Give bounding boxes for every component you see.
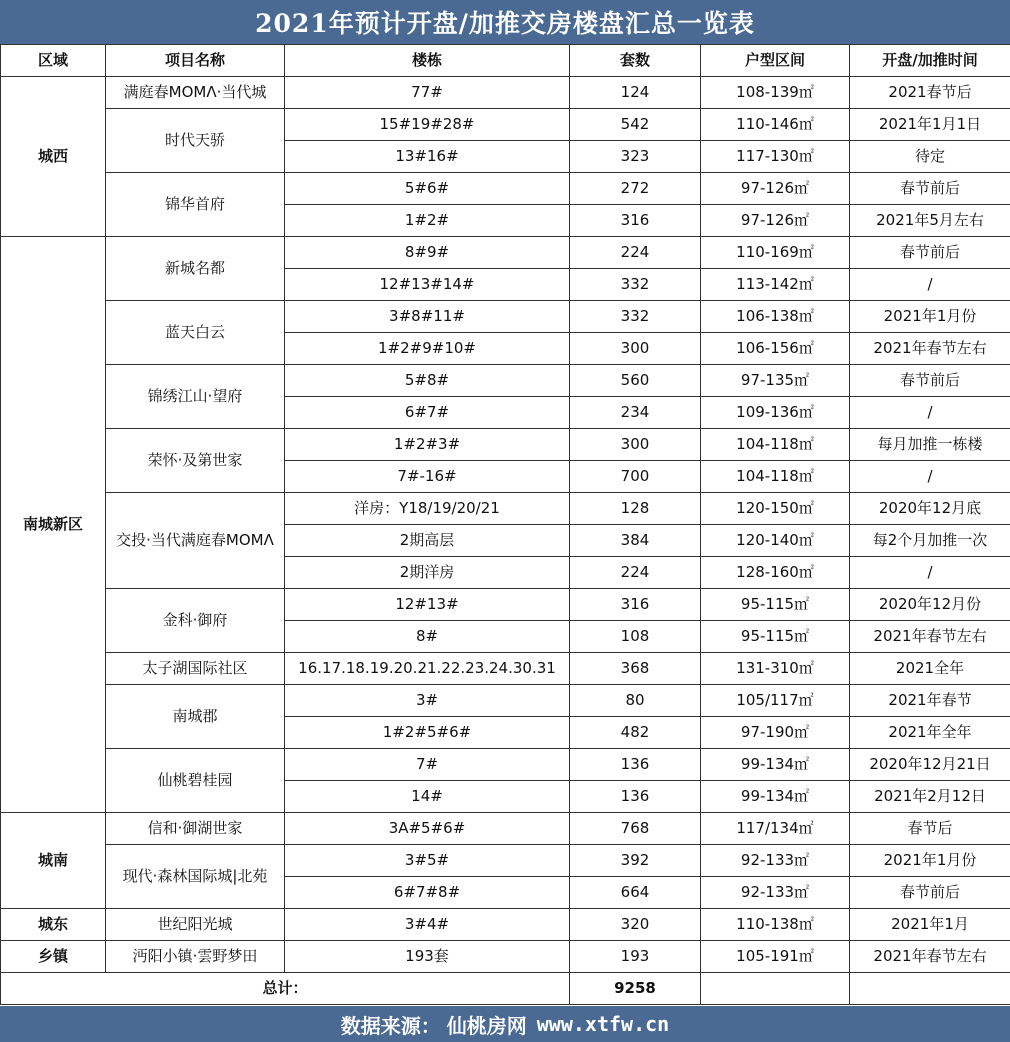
open-time-cell: 春节前后: [850, 173, 1010, 205]
table-row: [1, 589, 1010, 621]
area-range-cell: 110-138㎡: [701, 909, 850, 941]
region-cell: 乡镇: [1, 941, 106, 973]
building-cell: 12#13#: [285, 589, 570, 621]
building-cell: 193套: [285, 941, 570, 973]
open-time-cell: 2021年春节左右: [850, 333, 1010, 365]
table-row: [1, 653, 1010, 685]
open-time-cell: 2021年春节左右: [850, 621, 1010, 653]
units-cell: 392: [570, 845, 701, 877]
area-range-cell: 110-169㎡: [701, 237, 850, 269]
table-row: [1, 845, 1010, 877]
units-cell: 384: [570, 525, 701, 557]
area-range-cell: 104-118㎡: [701, 461, 850, 493]
open-time-cell: 2021年1月份: [850, 301, 1010, 333]
building-cell: 3#8#11#: [285, 301, 570, 333]
area-range-cell: 131-310㎡: [701, 653, 850, 685]
units-cell: 320: [570, 909, 701, 941]
open-time-cell: 春节前后: [850, 237, 1010, 269]
table-row: [1, 301, 1010, 333]
building-cell: 77#: [285, 77, 570, 109]
project-name-cell: 锦华首府: [106, 173, 285, 237]
open-time-cell: 春节后: [850, 813, 1010, 845]
area-range-cell: 95-115㎡: [701, 589, 850, 621]
table-body: [1, 77, 1010, 973]
units-cell: 300: [570, 333, 701, 365]
table-row: [1, 909, 1010, 941]
open-time-cell: /: [850, 557, 1010, 589]
project-name-cell: 仙桃碧桂园: [106, 749, 285, 813]
table-row: [1, 493, 1010, 525]
table-row: [1, 749, 1010, 781]
project-name-cell: 金科·御府: [106, 589, 285, 653]
building-cell: 1#2#9#10#: [285, 333, 570, 365]
area-range-cell: 99-134㎡: [701, 749, 850, 781]
open-time-cell: 2021年1月1日: [850, 109, 1010, 141]
open-time-cell: 春节前后: [850, 877, 1010, 909]
units-cell: 560: [570, 365, 701, 397]
building-cell: 3#: [285, 685, 570, 717]
building-cell: 7#-16#: [285, 461, 570, 493]
open-time-cell: 2020年12月底: [850, 493, 1010, 525]
building-cell: 洋房：Y18/19/20/21: [285, 493, 570, 525]
table-row: [1, 77, 1010, 109]
units-cell: 234: [570, 397, 701, 429]
units-cell: 332: [570, 301, 701, 333]
units-cell: 700: [570, 461, 701, 493]
units-cell: 323: [570, 141, 701, 173]
total-row: [1, 973, 1010, 1005]
project-name-cell: 时代天骄: [106, 109, 285, 173]
units-cell: 224: [570, 557, 701, 589]
building-cell: 3#4#: [285, 909, 570, 941]
area-range-cell: 97-190㎡: [701, 717, 850, 749]
area-range-cell: 106-138㎡: [701, 301, 850, 333]
footer-site-name: 仙桃房网: [446, 1013, 527, 1038]
building-cell: 3A#5#6#: [285, 813, 570, 845]
units-cell: 193: [570, 941, 701, 973]
project-name-cell: 现代·森林国际城|北苑: [106, 845, 285, 909]
building-cell: 2期洋房: [285, 557, 570, 589]
units-cell: 128: [570, 493, 701, 525]
total-empty-cell: [850, 973, 1010, 1005]
listing-table: [0, 44, 1010, 1005]
table-row: [1, 685, 1010, 717]
building-cell: 6#7#8#: [285, 877, 570, 909]
area-range-cell: 97-135㎡: [701, 365, 850, 397]
project-name-cell: 沔阳小镇·雲野梦田: [106, 941, 285, 973]
building-cell: 6#7#: [285, 397, 570, 429]
units-cell: 300: [570, 429, 701, 461]
area-range-cell: 99-134㎡: [701, 781, 850, 813]
area-range-cell: 106-156㎡: [701, 333, 850, 365]
units-cell: 272: [570, 173, 701, 205]
open-time-cell: 2021年春节: [850, 685, 1010, 717]
area-range-cell: 97-126㎡: [701, 173, 850, 205]
building-cell: 1#2#: [285, 205, 570, 237]
open-time-cell: 2021年春节左右: [850, 941, 1010, 973]
building-cell: 8#: [285, 621, 570, 653]
building-cell: 1#2#5#6#: [285, 717, 570, 749]
units-cell: 542: [570, 109, 701, 141]
project-name-cell: 信和·御湖世家: [106, 813, 285, 845]
units-cell: 768: [570, 813, 701, 845]
area-range-cell: 120-140㎡: [701, 525, 850, 557]
building-cell: 13#16#: [285, 141, 570, 173]
header-units: 套数: [570, 45, 701, 77]
area-range-cell: 113-142㎡: [701, 269, 850, 301]
building-cell: 5#8#: [285, 365, 570, 397]
open-time-cell: 待定: [850, 141, 1010, 173]
area-range-cell: 105/117㎡: [701, 685, 850, 717]
area-range-cell: 128-160㎡: [701, 557, 850, 589]
units-cell: 136: [570, 749, 701, 781]
area-range-cell: 117/134㎡: [701, 813, 850, 845]
table-row: [1, 365, 1010, 397]
area-range-cell: 95-115㎡: [701, 621, 850, 653]
open-time-cell: 2021年1月: [850, 909, 1010, 941]
building-cell: 5#6#: [285, 173, 570, 205]
units-cell: 80: [570, 685, 701, 717]
table-row: [1, 237, 1010, 269]
header-project: 项目名称: [106, 45, 285, 77]
units-cell: 482: [570, 717, 701, 749]
table-row: [1, 941, 1010, 973]
project-name-cell: 世纪阳光城: [106, 909, 285, 941]
area-range-cell: 92-133㎡: [701, 877, 850, 909]
footer-source-label: 数据来源：: [340, 1013, 441, 1038]
open-time-cell: /: [850, 397, 1010, 429]
area-range-cell: 109-136㎡: [701, 397, 850, 429]
units-cell: 108: [570, 621, 701, 653]
project-name-cell: 锦绣江山·望府: [106, 365, 285, 429]
units-cell: 316: [570, 205, 701, 237]
area-range-cell: 105-191㎡: [701, 941, 850, 973]
units-cell: 316: [570, 589, 701, 621]
project-name-cell: 交投·当代满庭春MOMΛ: [106, 493, 285, 589]
area-range-cell: 92-133㎡: [701, 845, 850, 877]
units-cell: 368: [570, 653, 701, 685]
total-empty-cell: [701, 973, 850, 1005]
footer-url: www.xtfw.cn: [536, 1012, 670, 1036]
region-cell: 城西: [1, 77, 106, 237]
units-cell: 664: [570, 877, 701, 909]
footer-source: [0, 1006, 1010, 1042]
header-building: 楼栋: [285, 45, 570, 77]
project-name-cell: 南城郡: [106, 685, 285, 749]
area-range-cell: 110-146㎡: [701, 109, 850, 141]
open-time-cell: /: [850, 269, 1010, 301]
project-name-cell: 蓝天白云: [106, 301, 285, 365]
building-cell: 8#9#: [285, 237, 570, 269]
area-range-cell: 108-139㎡: [701, 77, 850, 109]
building-cell: 12#13#14#: [285, 269, 570, 301]
units-cell: 332: [570, 269, 701, 301]
header-area-range: 户型区间: [701, 45, 850, 77]
building-cell: 3#5#: [285, 845, 570, 877]
building-cell: 2期高层: [285, 525, 570, 557]
region-cell: 城东: [1, 909, 106, 941]
open-time-cell: 2021全年: [850, 653, 1010, 685]
area-range-cell: 104-118㎡: [701, 429, 850, 461]
units-cell: 136: [570, 781, 701, 813]
area-range-cell: 97-126㎡: [701, 205, 850, 237]
open-time-cell: 2021年1月份: [850, 845, 1010, 877]
region-cell: 城南: [1, 813, 106, 909]
units-cell: 224: [570, 237, 701, 269]
table-row: [1, 109, 1010, 141]
header-region: 区域: [1, 45, 106, 77]
total-value: 9258: [570, 973, 701, 1005]
area-range-cell: 120-150㎡: [701, 493, 850, 525]
units-cell: 124: [570, 77, 701, 109]
open-time-cell: 春节前后: [850, 365, 1010, 397]
open-time-cell: 2020年12月21日: [850, 749, 1010, 781]
table-row: [1, 173, 1010, 205]
open-time-cell: 2021春节后: [850, 77, 1010, 109]
header-open-time: 开盘/加推时间: [850, 45, 1010, 77]
building-cell: 1#2#3#: [285, 429, 570, 461]
table-row: [1, 429, 1010, 461]
building-cell: 7#: [285, 749, 570, 781]
building-cell: 16.17.18.19.20.21.22.23.24.30.31: [285, 653, 570, 685]
region-cell: 南城新区: [1, 237, 106, 813]
area-range-cell: 117-130㎡: [701, 141, 850, 173]
project-name-cell: 新城名都: [106, 237, 285, 301]
project-name-cell: 满庭春MOMΛ·当代城: [106, 77, 285, 109]
open-time-cell: 2021年5月左右: [850, 205, 1010, 237]
building-cell: 15#19#28#: [285, 109, 570, 141]
project-name-cell: 荣怀·及第世家: [106, 429, 285, 493]
total-label: 总计：: [1, 973, 570, 1005]
header-row: [1, 45, 1010, 77]
open-time-cell: /: [850, 461, 1010, 493]
open-time-cell: 2021年全年: [850, 717, 1010, 749]
open-time-cell: 2021年2月12日: [850, 781, 1010, 813]
open-time-cell: 每2个月加推一次: [850, 525, 1010, 557]
open-time-cell: 2020年12月份: [850, 589, 1010, 621]
table-row: [1, 813, 1010, 845]
project-name-cell: 太子湖国际社区: [106, 653, 285, 685]
building-cell: 14#: [285, 781, 570, 813]
open-time-cell: 每月加推一栋楼: [850, 429, 1010, 461]
page-title: 2021年预计开盘/加推交房楼盘汇总一览表: [0, 0, 1010, 44]
